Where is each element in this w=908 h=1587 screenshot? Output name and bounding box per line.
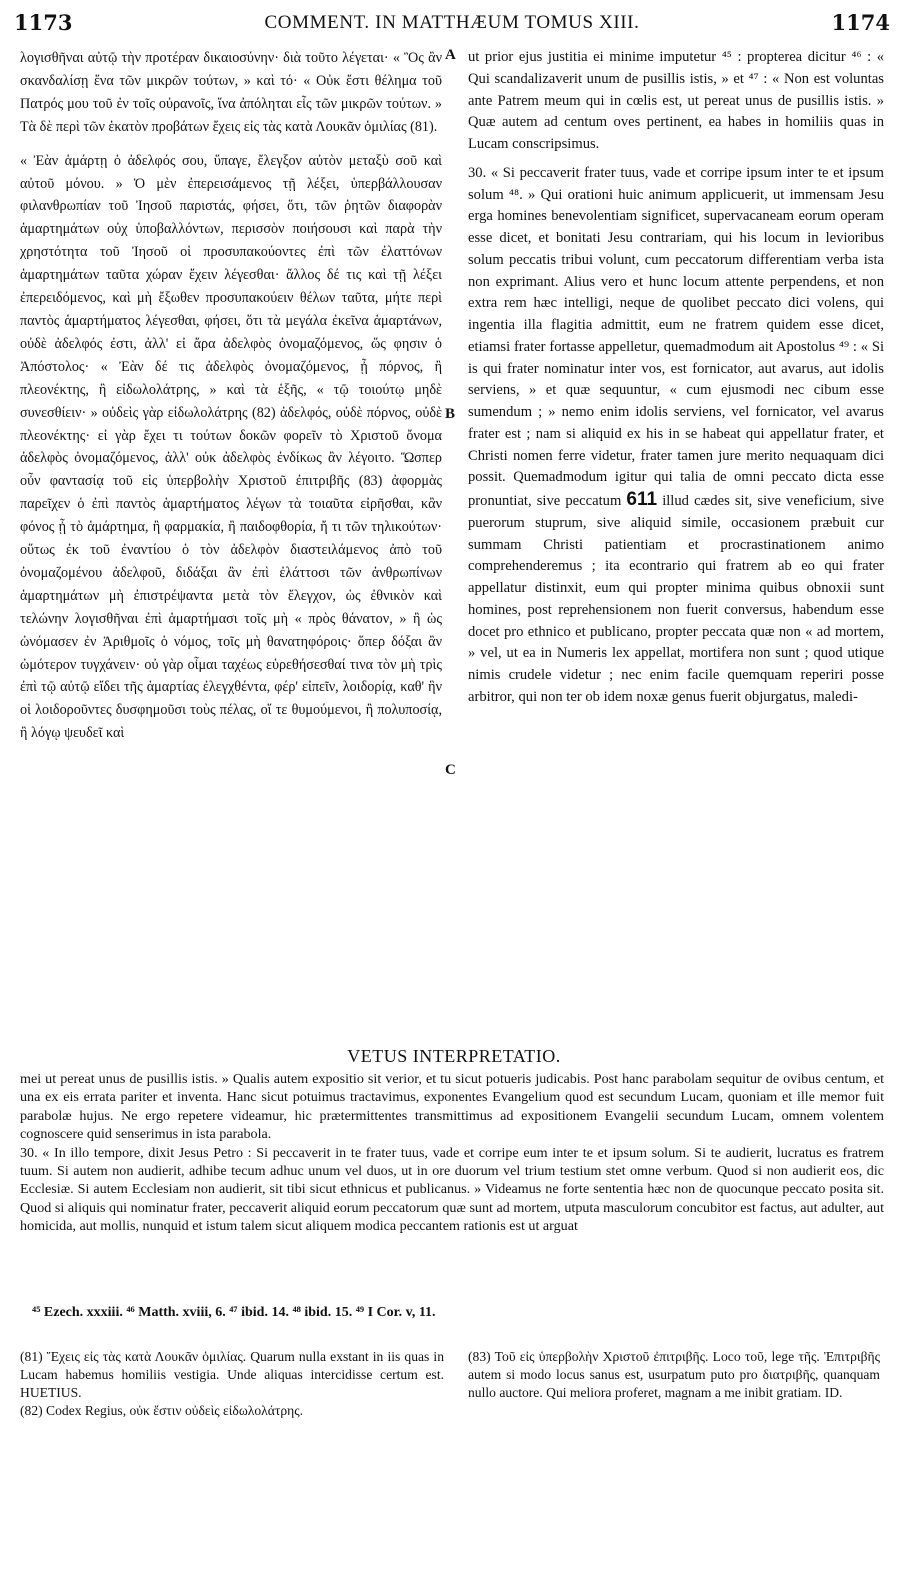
latin-paragraph-2b: illud cædes sit, sive veneficium, sive puerorum stuprum, sive aliquid simile, occasionem præbuit cur summam Christi patientiam et procrastinationem animo comprehenderemus ; ita econtrario qui fratrem ab eo qui frater appellatur distinxit, eum qui propter minima quibus obnoxii sunt homines, post reprehensionem non fuerit conversus, habendum esse docet pro ethnico et publicano, propter peccata quæ non « ad mortem, » vel, ut ea in Numeris lex appellat, mortifera non sunt ; quod utique nimis crudele videtur ; nec enim facile quemquam reperiri posse arbitror, qui non ter ob idem noxæ genus fuerit objurgatus, maledi- bbox=[468, 493, 884, 705]
notes-left bbox=[20, 1348, 444, 1420]
page-number-right: 1174 bbox=[831, 10, 890, 35]
vetus-interpretatio-text bbox=[20, 1070, 884, 1236]
scripture-references: ⁴⁵ Ezech. xxxiii. ⁴⁶ Matth. xviii, 6. ⁴⁷ ibid. 14. ⁴⁸ ibid. 15. ⁴⁹ I Cor. v, 11. bbox=[32, 1305, 436, 1320]
vetus-paragraph-2: 30. « In illo tempore, dixit Jesus Petro : Si peccaverit in te frater tuus, vade et corripe eum inter te et ipsum solum. Si te audierit, lucratus es fratrem tuum. Si autem non audierit, adhibe tecum adhuc unum vel duos, ut in ore duorum vel trium testium stet omne verbum. Quod si non audierit eos, dic Ecclesiæ. Si autem Ecclesiam non audierit, sit tibi sicut ethnicus et publicanus. » Videamus ne forte sententia hæc non de quocunque peccato posita sit. Quod si aliquis qui nominatur frater, peccaverit aliquid eorum peccatorum quæ sunt ad mortem, utputa masculorum concubitor est factus, aut adulter, aut homicida, aut mollis, nunquid et istum talem sicut aliquem modica peccantem rationis est ut arguat bbox=[20, 1144, 884, 1235]
margin-letter-a: A bbox=[445, 47, 456, 63]
running-header bbox=[14, 10, 890, 40]
notes-right bbox=[468, 1348, 880, 1402]
margin-letter-c: C bbox=[445, 762, 456, 778]
running-title: COMMENT. IN MATTHÆUM TOMUS XIII. bbox=[264, 12, 640, 33]
section-title: VETUS INTERPRETATIO. bbox=[347, 1046, 561, 1066]
margin-letter-b: B bbox=[445, 406, 456, 422]
edition-page-marker: 611 bbox=[626, 489, 658, 510]
greek-paragraph-2: « Ἐὰν ἁμάρτῃ ὁ ἀδελφός σου, ὕπαγε, ἔλεγξον αὐτὸν μεταξὺ σοῦ καὶ αὐτοῦ μόνου. » Ὁ μὲν ἐπερεισάμενος τῇ λέξει, ὑπερβάλλουσαν φιλανθρωπίαν τοῦ Ἰησοῦ παριστάς, φήσει, ὅτι, τῶν ῥητῶν διαφορὰν ἁμαρτημάτων οὐχ ὑποβαλλόντων, περισσὸν ποιήσουσι καὶ παρὰ τὴν χρηστότητα τοῦ Ἰησοῦ οἱ προσυπακούοντες ἐπὶ τῶν ἐλαττόνων ἁμαρτημάτων ταῦτα χώραν ἔχειν λέγεσθαι· ἄλλος δέ τις καὶ τῇ λέξει ἐπερειδόμενος, καὶ μὴ ἔξωθεν προσυπακούειν θέλων ταῦτα, μήτε περὶ παντὸς ἁμαρτήματος λέγεσθαι, φήσει, ὅτι τὰ μεγάλα ἐκεῖνα ἁμαρτάνων, οὐδὲ ἀδελφός ἐστι, ἀλλ' εἰ ἄρα ἀδελφὸς ὀνομαζόμενος, ὥς φησιν ὁ Ἀπόστολος· « Ἐὰν δέ τις ἀδελφὸς ὀνομαζόμενος, ᾖ πόρνος, ἢ πλεονέκτης, ἢ εἰδωλολάτρης, » καὶ τὰ ἑξῆς, « τῷ τοιούτῳ μηδὲ συνεσθίειν· » οὐδεὶς γὰρ εἰδωλολάτρης (82) ἀδελφός, οὐδὲ πόρνος, οὐδὲ πλεονέκτης· εἰ γὰρ ἔχει τι τούτων δοκῶν φορεῖν τὸ Χριστοῦ ὄνομα ἀδελφὸς ὀνομαζόμενος, ἀλλ' οὐκ ἀδελφὸς ἐνδίκως ἂν λέγοιτο. Ὥσπερ οὖν φαντασίᾳ τοῦ εἰς ὑπερβολὴν Χριστοῦ ἐπιτριβῆς (83) ἀφορμὰς παρεῖχεν ὁ ἐπὶ παντὸς ἁμαρτήματος λέγων τὰ τοιαῦτα εἰρῆσθαι, κἂν φόνος ᾖ τὸ ἁμάρτημα, ἢ φαρμακία, ἢ παιδοφθορία, ἤ τι τῶν τηλικούτων· οὕτως ἐκ τοῦ ἐναντίου ὁ τὸν ἀδελφὸν διαστειλάμενος ἀπὸ τοῦ ὀνομαζομένου ἀδελφοῦ, διδάξαι ἂν ἐπὶ ἐλάττοσι τῶν ἀνθρωπίνων ἁμαρτημάτων μὴ ἐπιστρέψαντα μετὰ τὸν ἔλεγχον, ὡς ἐθνικὸν καὶ τελώνην λογισθῆναι ἐπὶ ἁμαρτήμασι τοῖς μὴ « πρὸς θάνατον, » ἢ ὡς ὠνόμασεν ἐν Ἀριθμοῖς ὁ νόμος, τοῖς μὴ θανατηφόροις· ὅπερ δόξαι ἂν ὠμότερον τυγχάνειν· οὐ γὰρ οἶμαι ταχέως εὑρεθήσεσθαί τινα τὸν μὴ τρὶς ἐπὶ τῷ αὐτῷ εἴδει τῆς ἁμαρτίας ἐλεγχθέντα, φέρ' εἰπεῖν, λοιδορίᾳ, καθ' ἣν οἱ λοιδοροῦντες δυσφημοῦσι τοὺς πέλας, οἵ τε θυμούμενοι, ἢ πολυποσίᾳ, ἢ λόγῳ ψευδεῖ καὶ bbox=[20, 152, 442, 742]
latin-paragraph-2a: 30. « Si peccaverit frater tuus, vade et corripe ipsum inter te et ipsum solum ⁴⁸. » Qui orationi huic animum applicuerit, ut immensam Jesu erga homines benevolentiam significet, supervacaneam eorum operam esse dicet, et bonitati Jesu contrariam, qui his locum in levioribus solum peccatis tribui volunt, cum peccatorum differentiam verba ista non exprimant. Alius vero et hunc locum attente perpendens, et non extra rem hæc intelligi, neque de quolibet peccato dici volens, qui ingentia illa flagitia admittit, eum ne fratrem quidem esse dicet, etiamsi frater fortasse appelletur, quemadmodum ait Apostolus ⁴⁹ : « Si is qui frater nominatur inter vos, est fornicator, aut avarus, aut idolis serviens, » et quæ sequuntur, « cum ejusmodi nec cibum esse sumendum ; » nemo enim idolis serviens, vel fornicator, vel avarus frater est ; nam si aliquid ex his in se habeat qui appellatur frater, et Christi nomen ferre videtur, frater tamen jure merito nequaquam dici possit. Quemadmodum igitur qui talia de omni peccato dicta esse pronuntiat, sive peccatum bbox=[468, 164, 884, 509]
greek-column bbox=[20, 47, 442, 745]
note-81: (81) Ἔχεις εἰς τὰς κατὰ Λουκᾶν ὁμιλίας. Quarum nulla exstant in iis quas in Lucam habemus homiliis vestigia. Unde aliquas intercidisse certum est. HUETIUS. bbox=[20, 1349, 444, 1400]
vetus-paragraph-1: mei ut pereat unus de pusillis istis. » Qualis autem expositio sit verior, et tu sicut potueris judicabis. Post hanc parabolam sequitur de ovibus centum, et una ex eis errata pariter et inventa. Hanc sicut potuimus tractavimus, exponentes Evangelium quod est secundum Lucam, quoniam et ille memor fuit parabolæ hujus. Ne ergo repetere videamur, hic prætermittentes transmittimus ad expositionem Evangelii secundum Lucam, omnem volentem cognoscere quid senserimus in ista parabola. bbox=[20, 1071, 884, 1143]
note-83: (83) Τοῦ εἰς ὑπερβολὴν Χριστοῦ ἐπιτριβῆς. Loco τοῦ, lege τῆς. Ἐπιτριβῆς autem si modo locus sanus est, usurpatum puto pro διατριβῆς, quanquam nullo auctore. Qui meliora proferet, magnam a me inibit gratiam. ID. bbox=[468, 1349, 880, 1400]
greek-paragraph-1: λογισθῆναι αὐτῷ τὴν προτέραν δικαιοσύνην· διὰ τοῦτο λέγεται· « Ὃς ἂν σκανδαλίσῃ ἕνα τῶν μικρῶν τούτων, » καὶ τό· « Οὐκ ἔστι θέλημα τοῦ Πατρός μου τοῦ ἐν τοῖς οὐρανοῖς, ἵνα ἀπόληται εἷς τῶν μικρῶν τούτων. » Τὰ δὲ περὶ τῶν ἑκατὸν προβάτων ἔχεις εἰς τὰς κατὰ Λουκᾶν ὁμιλίας (81). bbox=[20, 50, 442, 135]
latin-paragraph-1: ut prior ejus justitia ei minime imputetur ⁴⁵ : propterea dicitur ⁴⁶ : « Qui scandalizaverit unum de pusillis istis, » et ⁴⁷ : « Non est voluntas ante Patrem meum qui in cœlis est, ut pereat unus de pusillis istis. » Quæ autem ad centum oves pertinent, ea habes in homiliis quas in Lucam conscripsimus. bbox=[468, 49, 884, 152]
note-82: (82) Codex Regius, οὐκ ἔστιν οὐδεὶς εἰδωλολάτρης. bbox=[20, 1403, 304, 1418]
latin-column bbox=[468, 47, 884, 709]
latin-paragraph-2 bbox=[468, 163, 884, 709]
page-number-left: 1173 bbox=[14, 10, 73, 35]
